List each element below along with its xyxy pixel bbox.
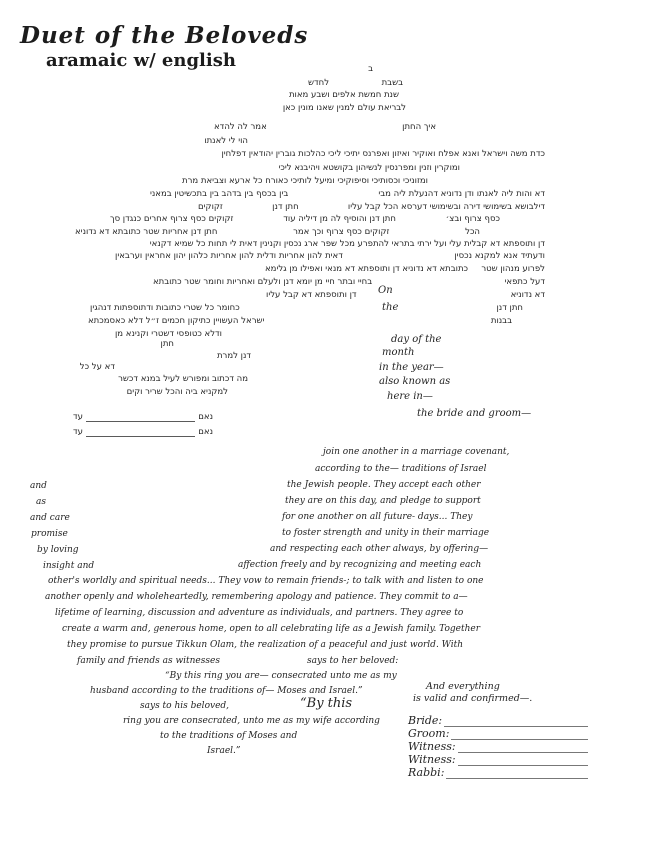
aramaic-line <box>198 136 248 146</box>
aramaic-line <box>266 290 545 300</box>
aramaic-segment: לפרוע מנהון שטר <box>481 264 545 274</box>
vow-line: another openly and wholeheartedly, remembering apology and patience. They commit to a— <box>45 592 468 602</box>
aramaic-segment: ומוקרין וזנין ומפרנסין לנשיהון בקושטא ויהיבנא ליכי <box>278 163 460 173</box>
vow-line: other's worldly and spiritual needs... They vow to remain friends-; to talk with and listen to one <box>48 576 484 586</box>
fill-column-line: On <box>378 285 393 296</box>
vow-line: “By this ring you are— consecrated unto me as my <box>165 671 397 681</box>
fill-column-line: in the year— <box>379 362 444 373</box>
fill-column-line: month <box>382 347 415 358</box>
aramaic-segment: ודלא כטופסי דשטרי וקנינא מן <box>114 329 222 339</box>
aramaic-segment: דאית להון אחריות ודלית להון אחריות כלהון יהון אחראין וערבאין <box>115 251 343 261</box>
signature-row <box>408 753 588 766</box>
witness-signature-blank[interactable] <box>86 413 195 422</box>
aramaic-segment: שנת חמשת אלפים ושבע מאות <box>288 90 399 100</box>
signature-blank[interactable] <box>446 769 588 779</box>
aramaic-line <box>125 387 228 397</box>
aramaic-segment: כתובתא דא נדוניא דן ותוספתא דא מנאי ואפילו מן גלימא <box>265 264 469 274</box>
vow-line: for one another on all future- days... They <box>282 512 473 522</box>
aramaic-segment: בשבת <box>381 78 403 88</box>
aramaic-segment: אמר לה להדא <box>214 122 267 132</box>
aramaic-segment: חתן דנן והוסיף לה מן דיליה עוד <box>283 214 396 224</box>
aramaic-line <box>265 264 545 274</box>
aramaic-segment: הוי לי לאנתו <box>204 136 248 146</box>
aramaic-segment: חתן <box>160 339 174 349</box>
vow-line: lifetime of learning, discussion and adventure as individuals, and partners. They agree to <box>55 608 464 618</box>
aramaic-segment: דעל כתפאי <box>504 277 545 287</box>
aramaic-line <box>361 64 373 74</box>
aramaic-line <box>115 374 248 384</box>
signature-label: Witness: <box>408 740 456 753</box>
aramaic-line <box>110 214 500 224</box>
aramaic-segment: דילבושא בשימושי דירה ובשימושי דערסא הכל קבל עליו <box>347 202 545 212</box>
vow-left-word: promise <box>31 529 68 539</box>
vow-line: to foster strength and unity in their marriage <box>282 528 490 538</box>
aramaic-segment: כחומר כל שטרי כתובות ודתוספתות דנהגין <box>90 303 240 313</box>
vow-left-word: insight and <box>43 561 95 571</box>
signature-row <box>408 740 588 753</box>
aramaic-line <box>88 316 512 326</box>
aramaic-line <box>75 227 480 237</box>
vow-left-word: and <box>30 481 47 491</box>
aramaic-segment: כסף צרוף ובצ׳ <box>445 214 500 224</box>
vow-line: they are on this day, and pledge to support <box>285 496 481 506</box>
signature-row <box>408 766 588 779</box>
aramaic-line <box>156 176 428 186</box>
aramaic-segment: דא והות ליה לאנתו ודן נדוניא דהנעלת ליה מבי <box>378 189 545 199</box>
witness-label: נאם <box>198 412 213 422</box>
aramaic-segment: ישראל העשויין כתיקון חכמים ז״ל דלא כאסמכתא <box>88 316 265 326</box>
aramaic-segment: זקוקים כסף צרוף אחרים כנגדן סך <box>110 214 234 224</box>
signature-blank[interactable] <box>451 730 588 740</box>
aramaic-line <box>308 78 403 88</box>
signature-label: Bride: <box>408 714 443 727</box>
aramaic-line <box>153 277 545 287</box>
vow-line: to the traditions of Moses and <box>160 731 298 741</box>
witness-signature-row <box>73 427 213 437</box>
vow-line: Israel.” <box>207 746 241 756</box>
vow-line: family and friends as witnesses <box>77 656 220 666</box>
aramaic-line <box>278 163 460 173</box>
signature-label: Witness: <box>408 753 456 766</box>
aramaic-segment: לחדש <box>308 78 330 88</box>
vow-left-word: and care <box>30 513 70 523</box>
vow-line: husband according to the traditions of— Moses and Israel.” <box>90 686 363 696</box>
vow-line: according to the— traditions of Israel <box>315 464 487 474</box>
vow-line: create a warm and, generous home, open to all celebrating life as a Jewish family. Together <box>62 624 481 634</box>
aramaic-line <box>211 351 251 361</box>
page-subtitle: aramaic w/ english <box>46 50 236 71</box>
aramaic-segment: בבנות <box>490 316 512 326</box>
vow-line: affection freely and by recognizing and meeting each <box>238 560 482 570</box>
aramaic-segment: חתן דנן <box>496 303 523 313</box>
aramaic-segment: זקוקים <box>198 202 223 212</box>
vow-line: ring you are consecrated, unto me as my wife according <box>123 716 380 726</box>
signature-label: Rabbi: <box>408 766 445 779</box>
aramaic-segment: חתן דנן אחריות שטר כתובתא דא נדוניא <box>75 227 218 237</box>
aramaic-line <box>100 329 222 339</box>
aramaic-line <box>115 251 545 261</box>
aramaic-segment: ומזוניכי וכסותיכי וסיפוקיכי ומיעל לותיכי כאורח כל ארעא וצביאת מרת <box>182 176 428 186</box>
vow-left-word: by loving <box>37 545 79 555</box>
aramaic-line <box>188 149 545 159</box>
aramaic-segment: ודעתיד אנא למקנא נכסין <box>454 251 545 261</box>
aramaic-segment: חתן דנן <box>272 202 299 212</box>
aramaic-segment: בחיי ובתר חיי מן יומא דנן ולעלם ואחריות וחומר שטר כתובתא <box>153 277 373 287</box>
aramaic-line <box>90 303 523 313</box>
fill-column-line: here in— <box>387 391 433 402</box>
fill-column-line: also known as <box>379 376 451 387</box>
vow-line: the Jewish people. They accept each other <box>287 480 481 490</box>
aramaic-segment: למקניא ביה והכל שריר וקים <box>126 387 228 397</box>
vow-line: join one another in a marriage covenant, <box>323 447 510 457</box>
aramaic-line <box>282 103 406 113</box>
vow-line: they promise to pursue Tikkun Olam, the realization of a peaceful and just world. With <box>67 640 464 650</box>
vow-line: and respecting each other always, by offering— <box>270 544 489 554</box>
witness-signature-row <box>73 412 213 422</box>
aramaic-segment: לבריאת עולם למנין שאנו מונין כאן <box>282 103 406 113</box>
aramaic-segment: דן ותוספתא דא קבל עליו <box>266 290 357 300</box>
signature-label: Groom: <box>408 727 450 740</box>
page-title: Duet of the Beloveds <box>20 22 309 49</box>
witness-label: עד <box>73 412 83 422</box>
aramaic-segment: כדת משה וישראל ואנא אפלח ואוקיר ואיזון ואפרנס יתיכי ליכי כהלכות גוברין יהודאין דפלחין <box>221 149 545 159</box>
aramaic-segment: דא נדוניא <box>510 290 545 300</box>
signature-blank[interactable] <box>444 717 588 727</box>
vow-left-word: as <box>36 497 46 507</box>
signature-blank[interactable] <box>458 756 588 766</box>
aramaic-segment: בין בכסף בין בדהב בין בתכשיטין במאני <box>150 189 289 199</box>
aramaic-line <box>288 90 399 100</box>
signature-blank[interactable] <box>458 743 588 753</box>
aramaic-line <box>152 339 174 349</box>
validity-note-line: is valid and confirmed—. <box>413 693 533 704</box>
aramaic-line <box>214 122 436 132</box>
aramaic-line <box>75 362 115 372</box>
signature-row <box>408 727 588 740</box>
vow-line: says to his beloved, <box>140 701 230 711</box>
aramaic-segment: ב <box>368 64 373 74</box>
aramaic-line <box>150 189 545 199</box>
aramaic-segment: דן ותוספתא דא קבלית עלי ועל ירתי בתראי להתפרע מכל שפר ארג נכסין וקנינין דאית לי תחות כל שמיא דקנאי <box>149 239 545 249</box>
fill-column-line: day of the <box>391 334 442 345</box>
validity-note-line: And everything <box>426 681 500 692</box>
aramaic-segment: זקוקים כסף צרוף וכך אמר <box>293 227 390 237</box>
fill-column-line: the <box>382 302 399 313</box>
aramaic-segment: דנן למרת <box>216 351 251 361</box>
vow-line: “By this <box>300 696 353 711</box>
aramaic-segment: איך החתן <box>402 122 436 132</box>
aramaic-segment: דא על כל <box>79 362 115 372</box>
witness-signature-blank[interactable] <box>86 428 195 437</box>
aramaic-line <box>75 239 545 249</box>
fill-column-line: the bride and groom— <box>417 408 532 419</box>
signature-row <box>408 714 588 727</box>
aramaic-segment: הכל <box>465 227 480 237</box>
witness-label: עד <box>73 427 83 437</box>
aramaic-segment: מה דכתוב ומפורש לעיל במנא דכשר <box>118 374 248 384</box>
witness-label: נאם <box>198 427 213 437</box>
vow-line: says to her beloved: <box>307 656 399 666</box>
aramaic-line <box>198 202 545 212</box>
